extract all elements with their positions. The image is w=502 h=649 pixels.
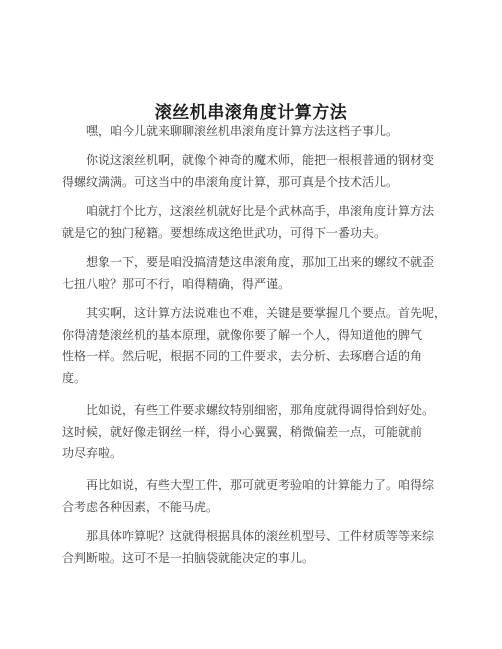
paragraph-3 xyxy=(62,201,452,244)
paragraph-line: 合判断啦。这可不是一拍脑袋就能决定的事儿。 xyxy=(62,550,315,565)
paragraph-line: 功尽弃啦。 xyxy=(62,446,123,460)
paragraph-2 xyxy=(62,150,452,193)
paragraph-line: 你说这滚丝机啊，就像个神奇的魔术师，能把一根根普通的钢材变 xyxy=(86,153,435,167)
paragraph-line: 七扭八啦？那可不行，咱得精确，得严谨。 xyxy=(62,276,291,291)
paragraph-line: 就是它的独门秘籍。要想练成这绝世武功，可得下一番功夫。 xyxy=(62,225,387,240)
paragraph-line: 其实啊，这计算方法说难也不难，关键是要掌握几个要点。首先呢， xyxy=(86,306,447,320)
paragraph-line: 再比如说，有些大型工件，那可就更考验咱的计算能力了。咱得综 xyxy=(86,478,435,492)
paragraph-line: 嘿，咱今儿就来聊聊滚丝机串滚角度计算方法这档子事儿。 xyxy=(86,124,399,138)
paragraph-line: 合考虑各种因素，不能马虎。 xyxy=(62,499,219,514)
paragraph-6 xyxy=(62,400,452,465)
paragraph-line: 这时候，就好像走钢丝一样，得小心翼翼，稍微偏差一点，可能就前 xyxy=(62,424,423,439)
paragraph-4 xyxy=(62,252,452,295)
document-title: 滚丝机串滚角度计算方法 xyxy=(154,103,348,124)
paragraph-line: 度。 xyxy=(62,370,87,385)
paragraph-line: 比如说，有些工件要求螺纹特别细密，那角度就得调得恰到好处。 xyxy=(86,403,435,417)
paragraph-line: 咱就打个比方，这滚丝机就好比是个武林高手，串滚角度计算方法 xyxy=(86,204,435,218)
paragraph-line: 你得清楚滚丝机的基本原理，就像你要了解一个人，得知道他的脾气 xyxy=(62,327,423,342)
paragraph-8 xyxy=(62,526,452,569)
paragraph-line: 那具体咋算呢？这就得根据具体的滚丝机型号、工件材质等等来综 xyxy=(86,529,435,543)
paragraph-1 xyxy=(62,121,452,143)
paragraph-line: 想象一下，要是咱没搞清楚这串滚角度，那加工出来的螺纹不就歪 xyxy=(86,255,435,269)
paragraph-7 xyxy=(62,475,452,518)
paragraph-line: 性格一样。然后呢，根据不同的工件要求，去分析、去琢磨合适的角 xyxy=(62,349,423,363)
paragraph-line: 得螺纹满满。可这当中的串滚角度计算，那可真是个技术活儿。 xyxy=(62,174,399,189)
paragraph-5 xyxy=(62,303,452,389)
